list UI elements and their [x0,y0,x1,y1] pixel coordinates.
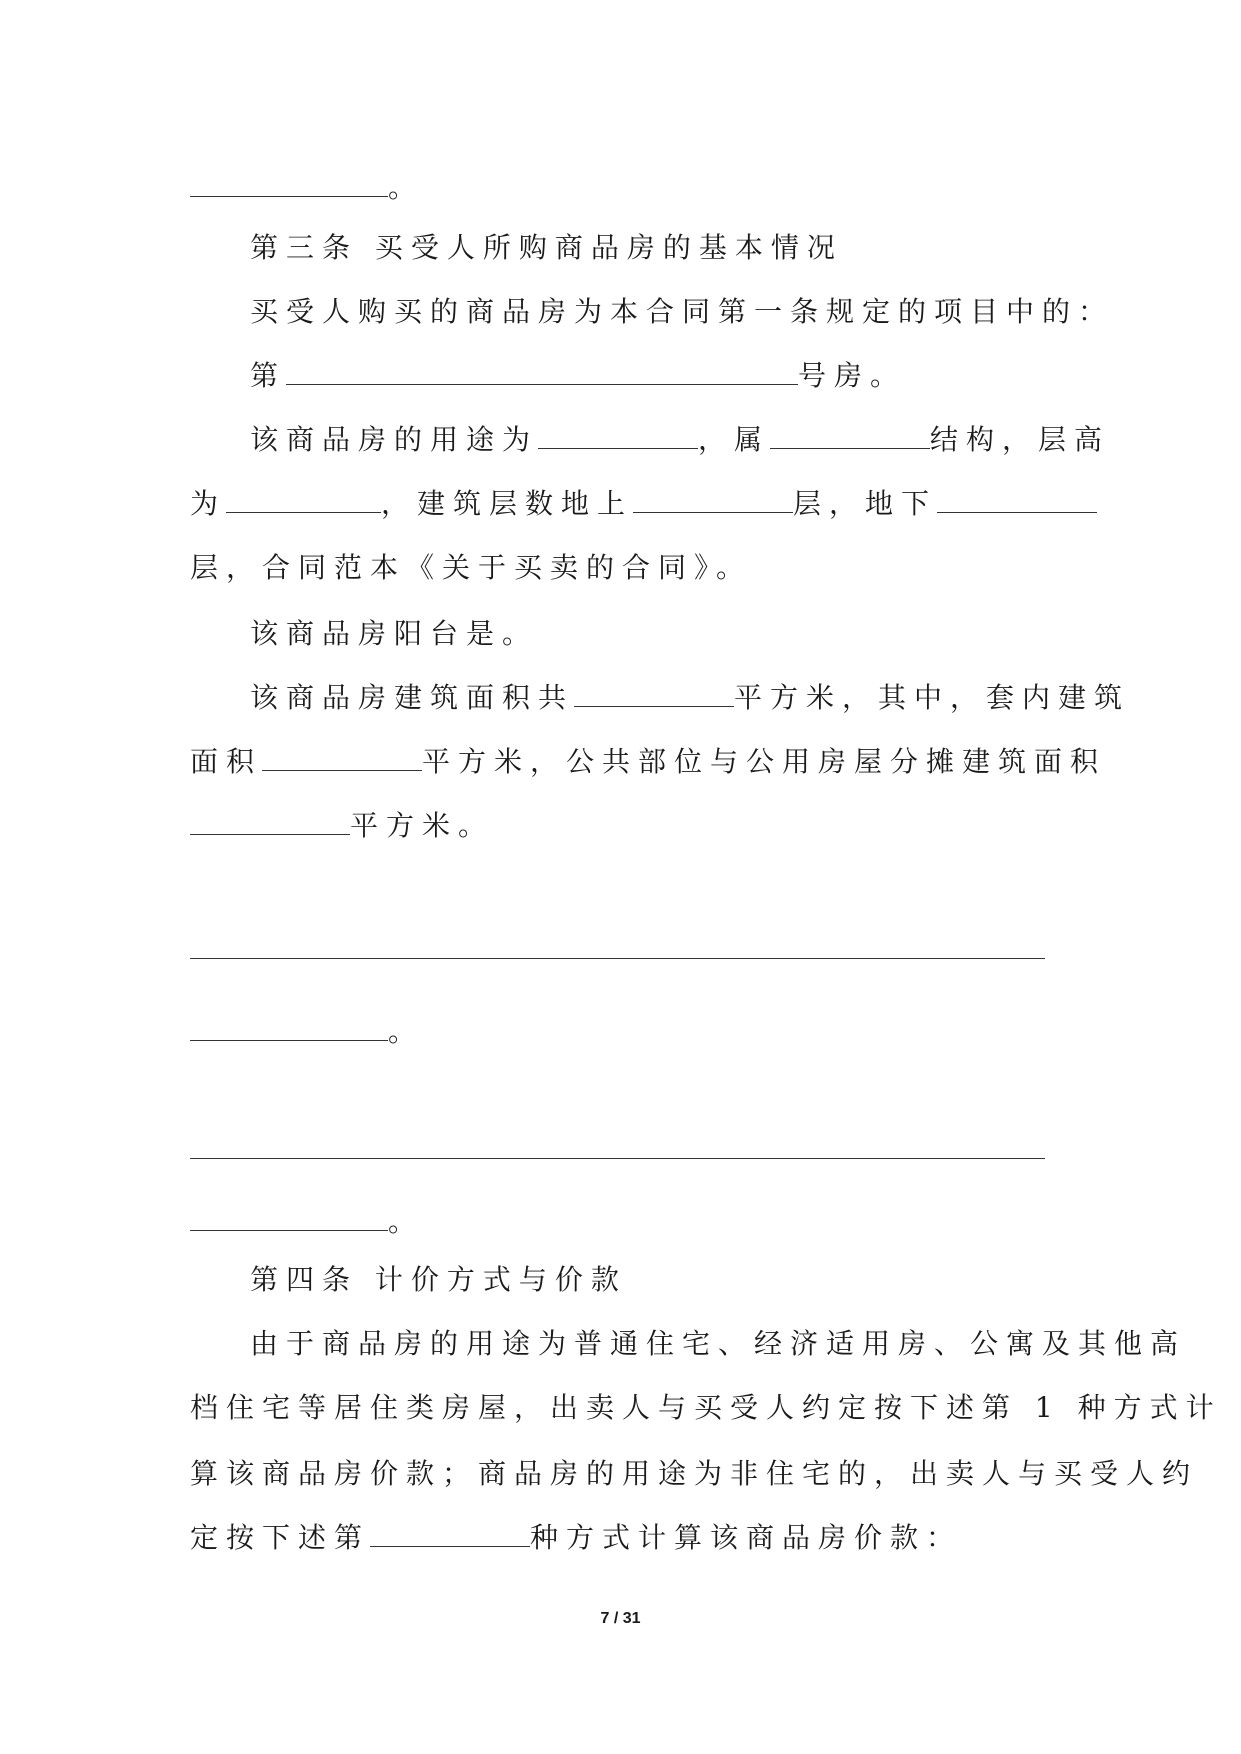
area-line-2: 面积 平方米，公共部位与公用房屋分摊建筑面积 [190,745,1107,778]
height-blank [226,490,381,513]
inner-area-blank [262,748,422,771]
shared-area-blank [190,812,350,835]
article-3-title: 第三条 买受人所购商品房的基本情况 [250,231,843,264]
line-blank-period-2: 。 [190,1012,416,1052]
page-number: 7 / 31 [600,1610,641,1627]
fill-blank [190,174,388,197]
use-blank [538,426,698,449]
article-4-title: 第四条 计价方式与价款 [250,1263,627,1296]
article-3-intro: 买受人购买的商品房为本合同第一条规定的项目中的： [250,295,1115,328]
line-blank-period-3: 。 [190,1202,416,1242]
height-line: 为 ，建筑层数地上 层，地下 [190,484,1097,524]
long-blank-rule-2 [190,1158,1045,1159]
floors-above-blank [633,490,793,513]
room-number-line: 第 号房。 [250,359,907,392]
floor-tail-line: 层，合同范本《关于买卖的合同》。 [190,551,753,584]
fill-blank [190,1018,388,1041]
article-4-para-line-2: 档住宅等居住类房屋，出卖人与买受人约定按下述第 1 种方式计 [190,1391,1222,1424]
method-blank [370,1524,530,1547]
floors-below-blank [937,490,1097,513]
fill-blank [190,1208,388,1231]
room-number-blank [286,362,798,385]
balcony-line: 该商品房阳台是。 [250,617,539,650]
line-blank-period-1: 。 [190,168,416,208]
long-blank-rule-1 [190,958,1045,959]
article-4-para-line-3: 算该商品房价款；商品房的用途为非住宅的，出卖人与买受人约 [190,1457,1199,1490]
use-line: 该商品房的用途为 ，属 结构，层高 [250,423,1111,456]
area-line-3: 平方米。 [190,806,494,846]
structure-blank [770,426,930,449]
article-4-para-line-1: 由于商品房的用途为普通住宅、经济适用房、公寓及其他高 [250,1327,1187,1360]
article-4-para-line-4: 定按下述第 种方式计算该商品房价款： [190,1521,963,1554]
area-line-1: 该商品房建筑面积共 平方米，其中，套内建筑 [250,681,1131,714]
total-area-blank [574,684,734,707]
